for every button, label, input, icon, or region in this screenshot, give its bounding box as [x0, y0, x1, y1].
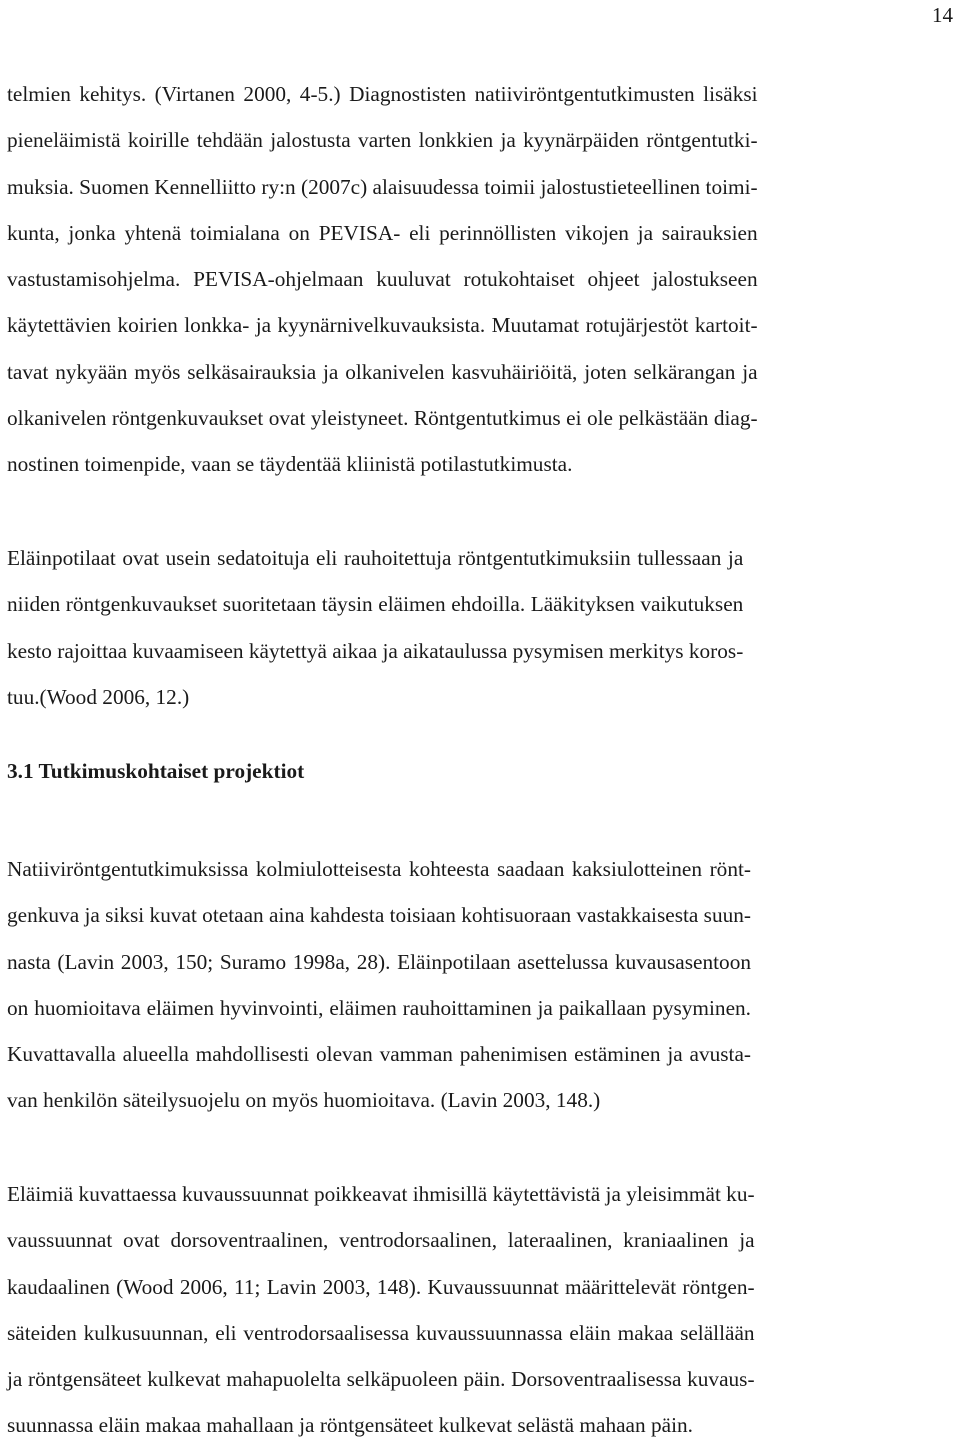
text-line: käytettävien koirien lonkka- ja kyynärnivelkuvauksista. Muutamat rotujärjestöt kartoit-	[7, 313, 758, 338]
paragraph-1	[7, 71, 758, 488]
text-line: vastustamisohjelma. PEVISA-ohjelmaan kuuluvat rotukohtaiset ohjeet jalostukseen	[7, 267, 758, 292]
text-line: telmien kehitys. (Virtanen 2000, 4-5.) Diagnostisten natiiviröntgentutkimusten lisäksi	[7, 82, 758, 106]
text-line: kaudaalinen (Wood 2006, 11; Lavin 2003, 148). Kuvaussuunnat määrittelevät röntgen-	[7, 1274, 755, 1299]
paragraph-4	[7, 1171, 755, 1449]
text-line: kunta, jonka yhtenä toimialana on PEVISA- eli perinnöllisten vikojen ja sairauksien	[7, 220, 758, 245]
text-line: suunnassa eläin makaa mahallaan ja röntgensäteet kulkevat selästä mahaan päin.	[7, 1413, 693, 1438]
text-line: genkuva ja siksi kuvat otetaan aina kahdesta toisiaan kohtisuoraan vastakkaisesta suun-	[7, 903, 751, 928]
page-number: 14	[932, 3, 953, 27]
text-line: Natiiviröntgentutkimuksissa kolmiulotteisesta kohteesta saadaan kaksiulotteinen rönt-	[7, 857, 751, 881]
text-line: olkanivelen röntgenkuvaukset ovat yleistyneet. Röntgentutkimus ei ole pelkästään diag-	[7, 406, 758, 431]
text-line: säteiden kulkusuunnan, eli ventrodorsaalisessa kuvaussuunnassa eläin makaa selällään	[7, 1320, 755, 1345]
text-line: tavat nykyään myös selkäsairauksia ja olkanivelen kasvuhäiriöitä, joten selkärangan ja	[7, 359, 758, 384]
text-line: muksia. Suomen Kennelliitto ry:n (2007c) alaisuudessa toimii jalostustieteellinen toimi-	[7, 174, 758, 199]
text-line: nasta (Lavin 2003, 150; Suramo 1998a, 28). Eläinpotilaan asettelussa kuvausasentoon	[7, 949, 751, 974]
text-line: niiden röntgenkuvaukset suoritetaan täysin eläimen ehdoilla. Lääkityksen vaikutuksen	[7, 592, 744, 617]
section-heading: 3.1 Tutkimuskohtaiset projektiot	[7, 759, 305, 783]
text-line: Eläinpotilaat ovat usein sedatoituja eli rauhoitettuja röntgentutkimuksiin tullessaan ja	[7, 546, 744, 570]
text-line: vaussuunnat ovat dorsoventraalinen, ventrodorsaalinen, lateraalinen, kraniaalinen ja	[7, 1228, 755, 1253]
text-line: van henkilön säteilysuojelu on myös huomioitava. (Lavin 2003, 148.)	[7, 1088, 601, 1113]
text-line: tuu.(Wood 2006, 12.)	[7, 684, 190, 709]
text-line: ja röntgensäteet kulkevat mahapuolelta selkäpuoleen päin. Dorsoventraalisessa kuvaus-	[7, 1367, 755, 1392]
text-line: Kuvattavalla alueella mahdollisesti olevan vamman pahenimisen estäminen ja avusta-	[7, 1042, 751, 1067]
text-line: pieneläimistä koirille tehdään jalostusta varten lonkkien ja kyynärpäiden röntgentutki-	[7, 128, 758, 153]
text-line: nostinen toimenpide, vaan se täydentää kliinistä potilastutkimusta.	[7, 452, 573, 477]
text-line: kesto rajoittaa kuvaamiseen käytettyä aikaa ja aikataulussa pysymisen merkitys koros-	[7, 638, 744, 663]
paragraph-3	[7, 846, 751, 1124]
text-line: on huomioitava eläimen hyvinvointi, eläimen rauhoittaminen ja paikallaan pysyminen.	[7, 995, 751, 1020]
paragraph-2	[7, 535, 743, 720]
text-line: Eläimiä kuvattaessa kuvaussuunnat poikkeavat ihmisillä käytettävistä ja yleisimmät ku-	[7, 1182, 755, 1206]
